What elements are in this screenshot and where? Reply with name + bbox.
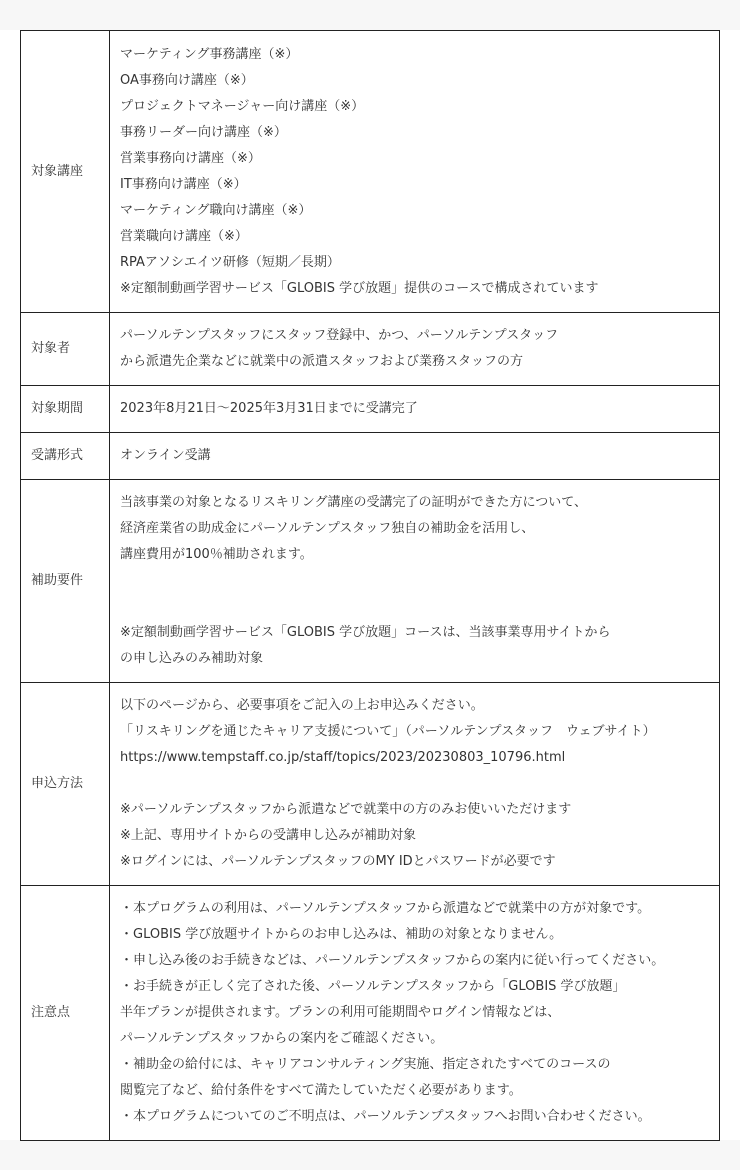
course-note: ※定額制動画学習サービス「GLOBIS 学び放題」提供のコースで構成されています <box>120 280 599 296</box>
note-item: ・GLOBIS 学び放題サイトからのお申し込みは、補助の対象となりません。 <box>120 927 563 942</box>
row-content <box>110 433 720 480</box>
course-item: 事務リーダー向け講座（※） <box>120 124 287 140</box>
note-item: ・申し込み後のお手続きなどは、パーソルテンプスタッフからの案内に従い行ってください。 <box>120 953 665 968</box>
row-content <box>110 886 720 1141</box>
blank-line <box>120 568 719 594</box>
row-content <box>110 386 720 433</box>
course-item: 営業職向け講座（※） <box>120 228 248 244</box>
note-item: パーソルテンプスタッフからの案内をご確認ください。 <box>120 1031 444 1046</box>
course-item: プロジェクトマネージャー向け講座（※） <box>120 98 365 114</box>
row-content <box>110 313 720 386</box>
row-label: 注意点 <box>21 886 110 1141</box>
course-item: RPAアソシエイツ研修（短期／長期） <box>120 254 340 270</box>
note-item: ・本プログラムについてのご不明点は、パーソルテンプスタッフへお問い合わせください。 <box>120 1109 651 1124</box>
course-item: 営業事務向け講座（※） <box>120 150 261 166</box>
note-item: ・お手続きが正しく完了された後、パーソルテンプスタッフから「GLOBIS 学び放題」 <box>120 979 626 994</box>
text-line: ※パーソルテンプスタッフから派遣などで就業中の方のみお使いいただけます <box>120 802 572 817</box>
text-line: 経済産業省の助成金にパーソルテンプスタッフ独自の補助金を活用し、 <box>120 521 535 536</box>
row-requirements <box>21 480 720 683</box>
course-item: IT事務向け講座（※） <box>120 176 247 192</box>
note-item: 半年プランが提供されます。プランの利用可能期間やログイン情報などは、 <box>120 1005 561 1020</box>
text-line: ※定額制動画学習サービス「GLOBIS 学び放題」コースは、当該事業専用サイトから <box>120 625 611 640</box>
text-line: 「リスキリングを通じたキャリア支援について」（パーソルテンプスタッフ ウェブサイト） <box>120 724 656 739</box>
row-format <box>21 433 720 480</box>
text-line: 以下のページから、必要事項をご記入の上お申込みください。 <box>120 698 484 713</box>
blank-line <box>120 771 719 797</box>
row-label: 対象期間 <box>21 386 110 433</box>
row-application <box>21 683 720 886</box>
row-notes <box>21 886 720 1141</box>
row-label: 対象講座 <box>21 31 110 313</box>
text-line: 講座費用が100％補助されます。 <box>120 547 313 562</box>
row-courses <box>21 31 720 313</box>
row-target-persons <box>21 313 720 386</box>
course-item: マーケティング職向け講座（※） <box>120 202 312 218</box>
text-line: パーソルテンプスタッフにスタッフ登録中、かつ、パーソルテンプスタッフ <box>120 328 559 343</box>
text-line: の申し込みのみ補助対象 <box>120 651 264 666</box>
note-item: ・本プログラムの利用は、パーソルテンプスタッフから派遣などで就業中の方が対象です。 <box>120 901 651 916</box>
row-period <box>21 386 720 433</box>
application-url: https://www.tempstaff.co.jp/staff/topics/2023/20230803_10796.html <box>120 750 566 765</box>
text-line: オンライン受講 <box>120 448 211 463</box>
row-content <box>110 683 720 886</box>
text-line: ※上記、専用サイトからの受講申し込みが補助対象 <box>120 828 416 843</box>
course-item: マーケティング事務講座（※） <box>120 46 299 62</box>
row-label: 申込方法 <box>21 683 110 886</box>
row-content <box>110 31 720 313</box>
row-label: 対象者 <box>21 313 110 386</box>
note-item: ・補助金の給付には、キャリアコンサルティング実施、指定されたすべてのコースの <box>120 1057 611 1072</box>
page-sheet <box>0 30 740 1140</box>
text-line: 当該事業の対象となるリスキリング講座の受講完了の証明ができた方について、 <box>120 495 587 510</box>
text-line: 2023年8月21日～2025年3月31日までに受講完了 <box>120 401 418 416</box>
course-item: OA事務向け講座（※） <box>120 72 254 88</box>
blank-line <box>120 594 719 620</box>
row-content <box>110 480 720 683</box>
row-label: 補助要件 <box>21 480 110 683</box>
info-table <box>20 30 720 1141</box>
text-line: から派遣先企業などに就業中の派遣スタッフおよび業務スタッフの方 <box>120 354 524 369</box>
text-line: ※ログインには、パーソルテンプスタッフのMY IDとパスワードが必要です <box>120 854 556 869</box>
note-item: 閲覧完了など、給付条件をすべて満たしていただく必要があります。 <box>120 1083 522 1098</box>
row-label: 受講形式 <box>21 433 110 480</box>
